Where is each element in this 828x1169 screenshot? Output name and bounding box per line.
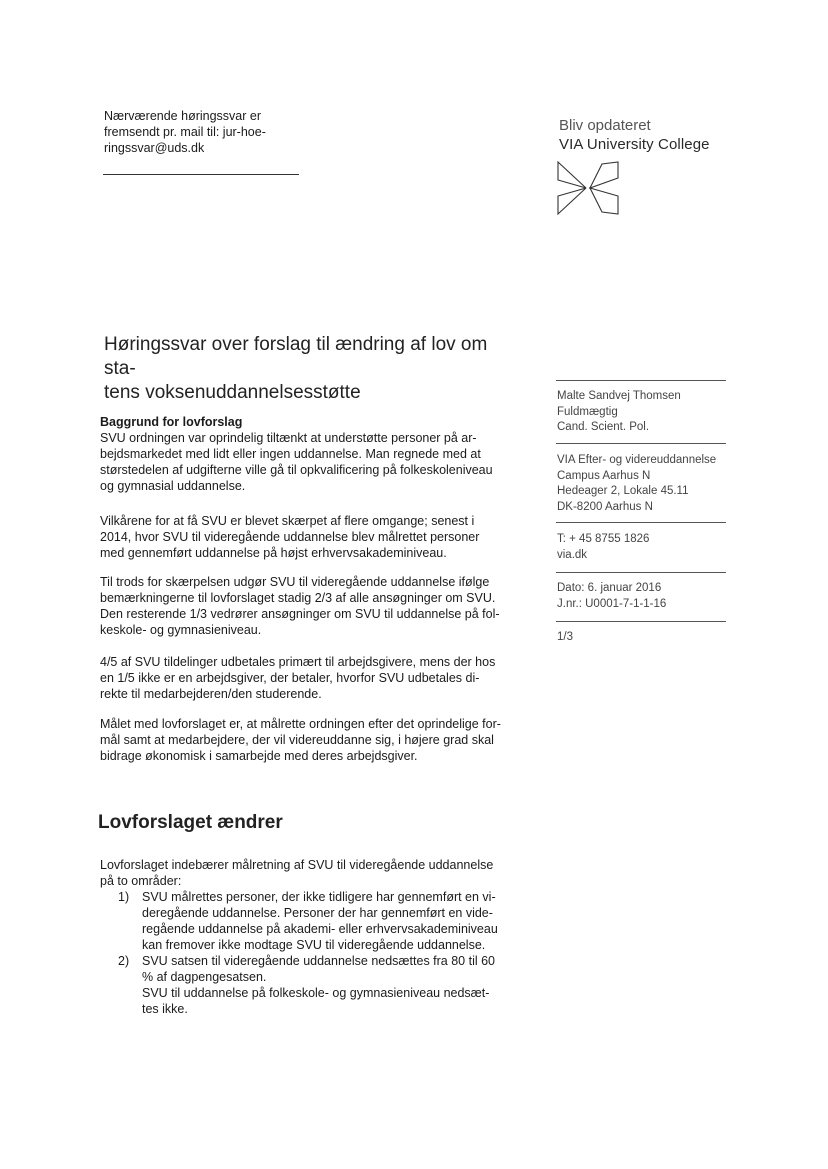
paragraph: [100, 574, 522, 638]
text-line: deregående uddannelse. Personer der har gennemført en vide-: [142, 906, 493, 920]
brand-block: [559, 116, 710, 154]
divider: [556, 572, 726, 573]
list-item: [100, 953, 522, 1017]
brand-name: VIA University College: [559, 136, 710, 153]
document-date: Dato: 6. januar 2016: [557, 582, 662, 594]
submission-note: [104, 108, 304, 156]
address-line: DK-8200 Aarhus N: [557, 500, 653, 513]
text-line: Lovforslaget indebærer målretning af SVU til videregående uddannelse: [100, 858, 494, 872]
text-line: bidrage økonomisk i samarbejde med deres arbejdsgiver.: [100, 749, 418, 763]
text-line: tes ikke.: [142, 1002, 188, 1016]
contact-name: Malte Sandvej Thomsen: [557, 390, 681, 402]
page-title: [104, 333, 524, 405]
list-number: 1): [118, 890, 130, 904]
paragraph: [100, 716, 522, 764]
text-line: Til trods for skærpelsen udgør SVU til videregående uddannelse ifølge: [100, 575, 490, 589]
submission-note-line: fremsendt pr. mail til: jur-hoe-: [104, 125, 266, 139]
website: via.dk: [557, 548, 588, 561]
page-title-line: tens voksenuddannelsesstøtte: [104, 382, 361, 403]
page-number: 1/3: [557, 631, 573, 643]
text-line: rekte til medarbejderen/den studerende.: [100, 687, 322, 701]
text-line: på to områder:: [100, 874, 182, 888]
contact-title: Fuldmægtig: [557, 405, 618, 418]
document-reference: J.nr.: U0001-7-1-1-16: [557, 597, 667, 610]
text-line: 4/5 af SVU tildelinger udbetales primært til arbejdsgivere, mens der hos: [100, 655, 496, 669]
text-line: SVU til uddannelse på folkeskole- og gymnasieniveau nedsæt-: [142, 986, 490, 1000]
brand-tagline: Bliv opdateret: [559, 117, 651, 134]
divider: [556, 443, 726, 444]
text-line: regående uddannelse på akademi- eller erhvervsakademiniveau: [142, 922, 498, 936]
text-line: Den resterende 1/3 vedrører ansøgninger om SVU til uddannelse på fol-: [100, 607, 500, 621]
contact-person: [557, 389, 725, 436]
divider: [556, 621, 726, 622]
phone-number: T: + 45 8755 1826: [557, 533, 650, 545]
paragraph: [100, 654, 522, 702]
text-line: SVU satsen til videregående uddannelse nedsættes fra 80 til 60: [142, 954, 496, 968]
text-line: mål samt at medarbejdere, der vil videreuddanne sig, i højere grad skal: [100, 733, 494, 747]
via-logo-icon: [556, 160, 620, 216]
changes-section: [100, 857, 522, 1017]
text-line: med gennemført uddannelse på højst erhvervsakademiniveau.: [100, 546, 447, 560]
background-section: [100, 414, 522, 494]
submission-note-line: ringssvar@uds.dk: [104, 141, 205, 155]
paragraph: [100, 513, 522, 561]
address-line: Campus Aarhus N: [557, 469, 651, 482]
changes-list: [100, 889, 522, 1017]
section-heading: Lovforslaget ændrer: [98, 812, 283, 833]
text-line: SVU målrettes personer, der ikke tidligere har gennemført en vi-: [142, 890, 496, 904]
section-heading: Baggrund for lovforslag: [100, 415, 243, 429]
text-line: 2014, hvor SVU til videregående uddannelse blev målrettet personer: [100, 530, 480, 544]
contact-degree: Cand. Scient. Pol.: [557, 421, 650, 433]
document-meta: [557, 581, 725, 612]
text-line: en 1/5 ikke er en arbejdsgiver, der betaler, hvorfor SVU udbetales di-: [100, 671, 480, 685]
text-line: kan fremover ikke modtage SVU til videregående uddannelse.: [142, 938, 486, 952]
divider: [556, 522, 726, 523]
list-item: [100, 889, 522, 953]
address-line: Hedeager 2, Lokale 45.11: [557, 485, 689, 497]
text-line: bejdsmarkedet med lidt eller ingen uddannelse. Man regnede med at: [100, 447, 481, 461]
text-line: keskole- og gymnasieniveau.: [100, 623, 262, 637]
paragraph: [100, 430, 522, 494]
text-line: størstedelen af udgifterne ville gå til opkvalificering på folkeskoleniveau: [100, 463, 493, 477]
divider: [103, 174, 299, 175]
address-block: [557, 453, 725, 515]
list-number: 2): [118, 954, 130, 968]
contact-info: [557, 532, 725, 563]
text-line: % af dagpengesatsen.: [142, 970, 267, 984]
text-line: SVU ordningen var oprindelig tiltænkt at understøtte personer på ar-: [100, 431, 477, 445]
address-line: VIA Efter- og videreuddannelse: [557, 454, 717, 466]
text-line: bemærkningerne til lovforslaget stadig 2/3 af alle ansøgninger om SVU.: [100, 591, 496, 605]
text-line: Vilkårene for at få SVU er blevet skærpet af flere omgange; senest i: [100, 514, 475, 528]
text-line: Målet med lovforslaget er, at målrette ordningen efter det oprindelige for-: [100, 717, 501, 731]
page-title-line: Høringssvar over forslag til ændring af lov om sta-: [104, 334, 488, 379]
submission-note-line: Nærværende høringssvar er: [104, 109, 261, 123]
text-line: og gymnasial uddannelse.: [100, 479, 246, 493]
divider: [556, 380, 726, 381]
